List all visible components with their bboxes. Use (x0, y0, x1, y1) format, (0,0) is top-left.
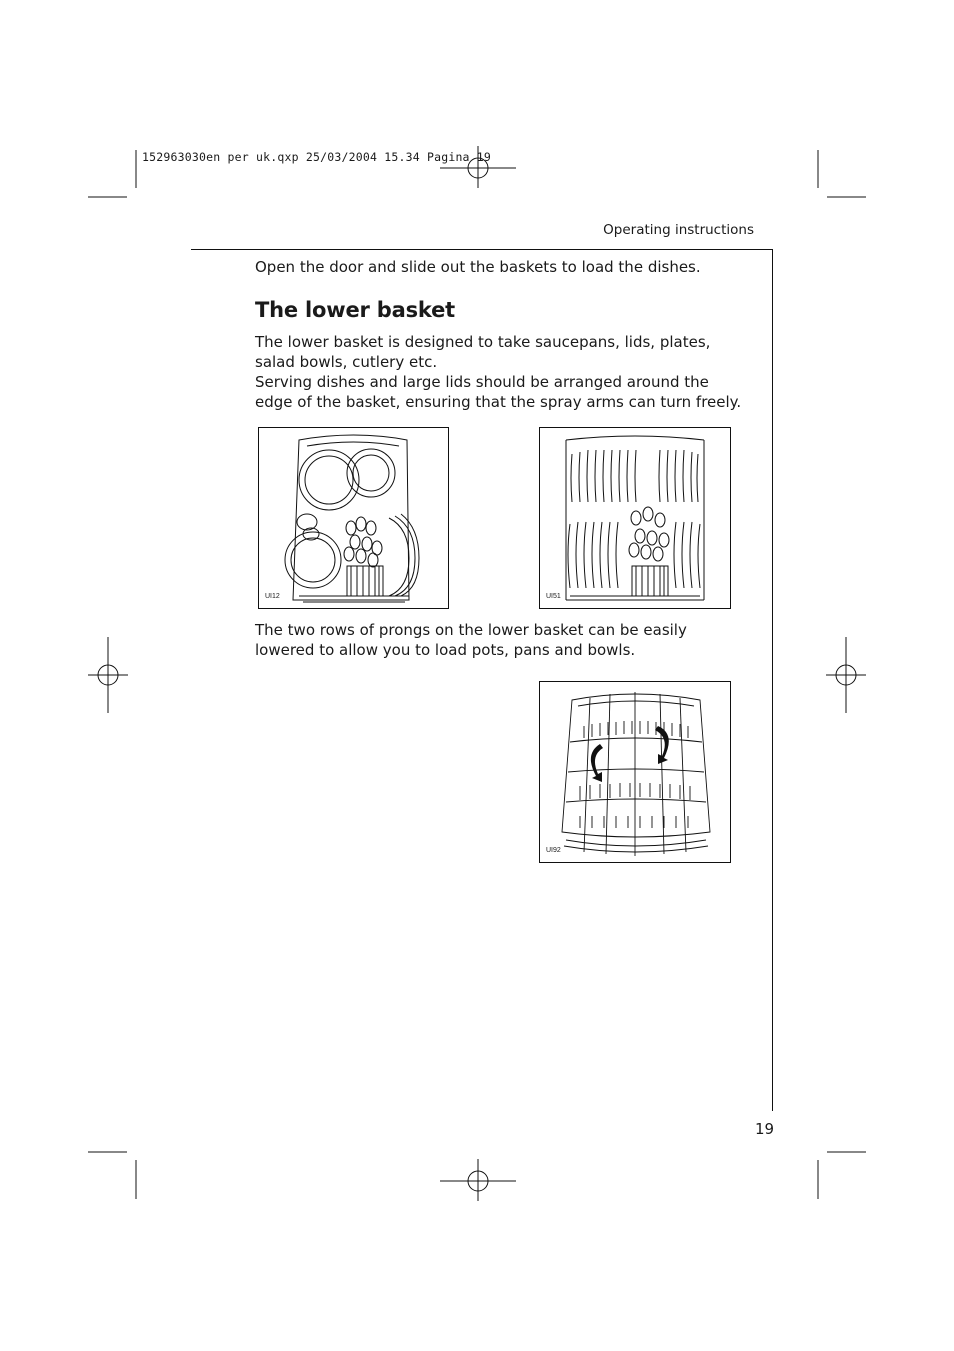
paragraph-line: The lower basket is designed to take saucepans, lids, plates, salad bowls, cutlery etc. (255, 333, 711, 371)
header-rule (191, 249, 773, 250)
figure-code: UI12 (265, 593, 280, 600)
basket-illustration (540, 682, 730, 862)
figure-basket-loaded-1 (258, 427, 449, 609)
figure-code: UI92 (546, 847, 561, 854)
figure-code: UI51 (546, 593, 561, 600)
rotate-arrow-icon (591, 726, 669, 782)
paragraph-lower-basket (255, 332, 745, 412)
registration-mark-bottom (440, 1159, 516, 1201)
paragraph-line: Serving dishes and large lids should be arranged around the edge of the basket, ensuring that the spray arms can turn freely. (255, 373, 742, 411)
registration-mark-left (88, 637, 128, 713)
page-number: 19 (755, 1120, 775, 1138)
file-slug: 152963030en per uk.qxp 25/03/2004 15.34 Pagina 19 (142, 150, 492, 164)
figure-basket-prongs (539, 681, 731, 863)
figure-basket-loaded-2 (539, 427, 731, 609)
registration-mark-right (826, 637, 866, 713)
basket-illustration (540, 428, 730, 608)
section-heading: The lower basket (255, 298, 455, 322)
intro-text: Open the door and slide out the baskets to load the dishes. (255, 258, 701, 276)
basket-illustration (259, 428, 448, 608)
paragraph-prongs: The two rows of prongs on the lower basket can be easily lowered to allow you to load pots, pans and bowls. (255, 621, 687, 659)
margin-rule (772, 249, 773, 1111)
section-label: Operating instructions (603, 222, 754, 238)
